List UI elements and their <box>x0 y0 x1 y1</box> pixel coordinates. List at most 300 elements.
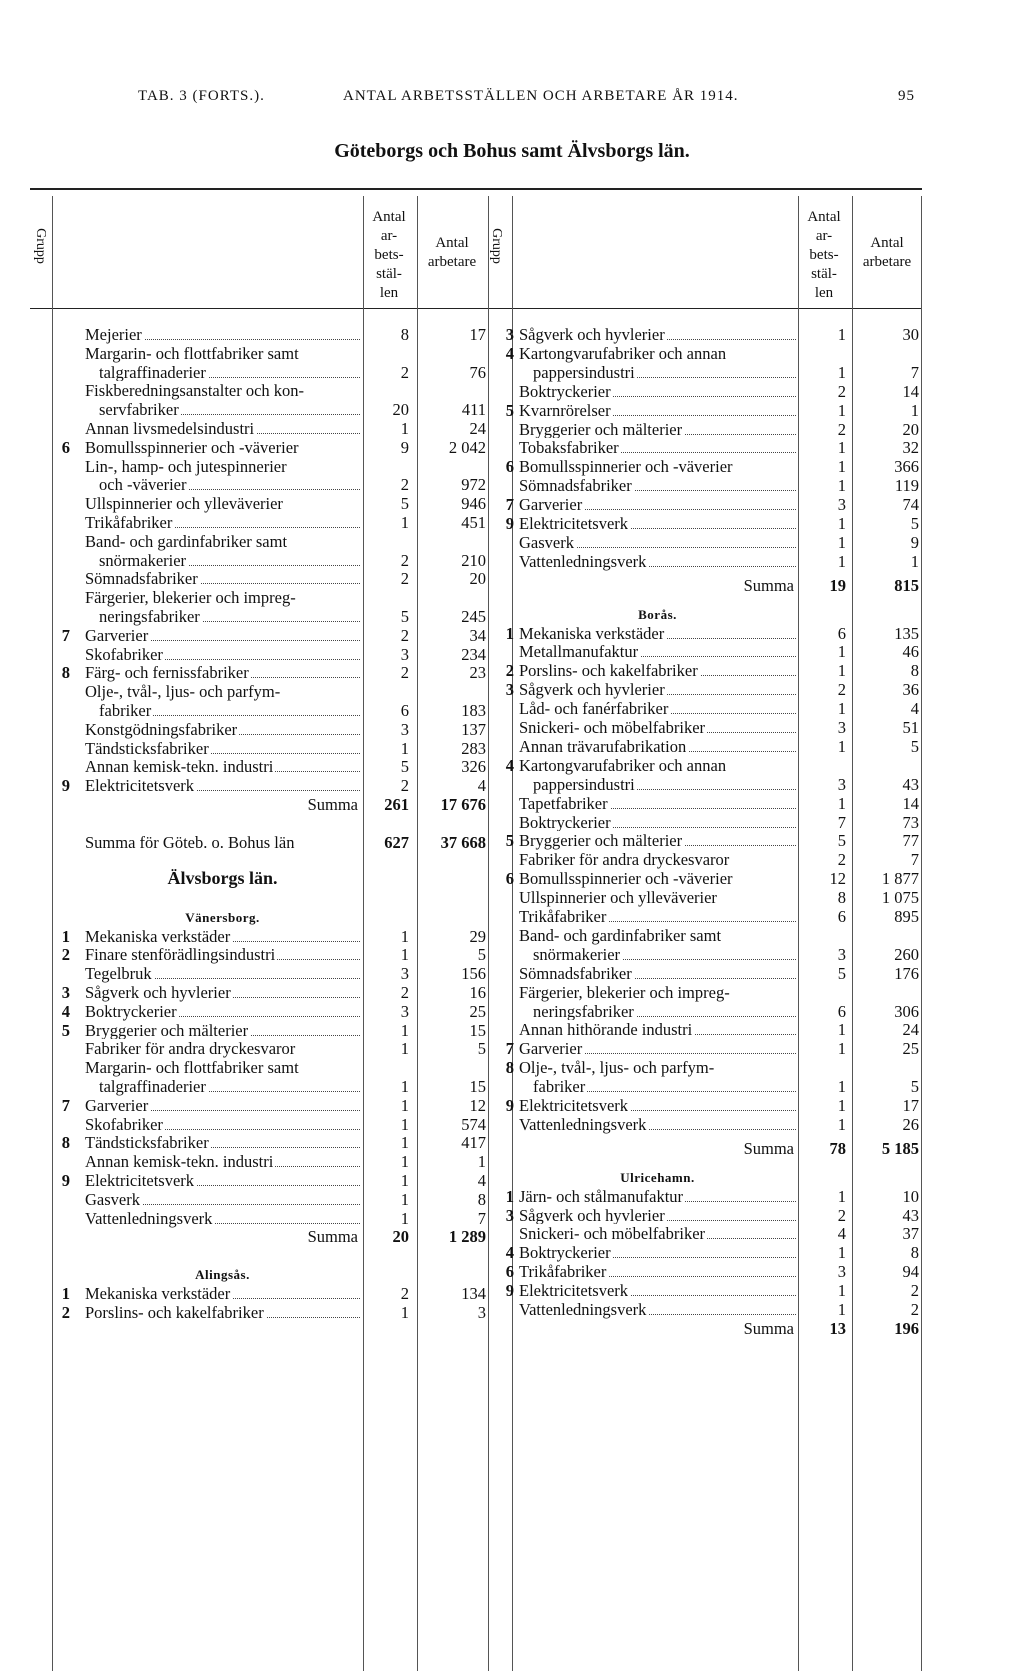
stallen-value: 8 <box>837 888 846 908</box>
row-label: Skofabriker <box>85 1115 360 1134</box>
stallen-value: 5 <box>400 607 409 626</box>
row-label: Porslins- och kakelfabriker <box>519 661 796 680</box>
row-label: Lin-, hamp- och jutespinnerier <box>85 456 287 476</box>
stallen-value: 5 <box>400 757 409 777</box>
arbetare-value: 2 <box>910 1281 919 1301</box>
stallen-value: 1 <box>837 793 846 813</box>
top-rule <box>30 188 922 190</box>
group-number: 6 <box>505 457 514 477</box>
stallen-value: 3 <box>400 1001 409 1021</box>
arbetare-value: 5 <box>910 736 919 756</box>
group-number: 7 <box>61 625 70 645</box>
arbetare-value: 7 <box>477 1208 486 1228</box>
group-number: 3 <box>505 680 514 700</box>
row-label: Garverier <box>519 1039 796 1058</box>
stallen-value: 1 <box>400 1208 409 1228</box>
arbetare-value: 574 <box>461 1114 486 1134</box>
row-label: Färgerier, blekerier och impreg- <box>519 982 730 1002</box>
arbetare-value: 283 <box>461 738 486 758</box>
arbetare-value: 16 <box>469 983 486 1002</box>
arbetare-value: 7 <box>910 362 919 382</box>
arbetare-value: 37 <box>902 1224 919 1244</box>
group-number: 5 <box>505 831 514 851</box>
group-number: 2 <box>505 661 514 681</box>
row-label: Boktryckerier <box>519 382 796 401</box>
arbetare-value: 972 <box>461 475 486 495</box>
arbetare-value: 12 <box>469 1095 486 1115</box>
stallen-value: 627 <box>384 832 409 852</box>
row-label: Kartongvarufabriker och annan <box>519 343 727 363</box>
stallen-value: 1 <box>837 1077 846 1097</box>
stallen-value: 1 <box>400 1302 409 1322</box>
arbetare-value: 8 <box>910 661 919 681</box>
stallen-value: 1 <box>400 1039 409 1059</box>
arbetare-value: 2 <box>910 1300 919 1319</box>
stallen-value: 3 <box>837 774 846 794</box>
stallen-value: 1 <box>837 514 846 533</box>
group-number: 4 <box>505 343 514 363</box>
arbetare-value: 7 <box>910 850 919 870</box>
header-rule <box>30 308 922 309</box>
row-label: Bomullsspinnerier och -väverier <box>85 437 299 457</box>
stallen-value: 1 <box>837 551 846 571</box>
group-number: 8 <box>61 1133 70 1153</box>
stallen-value: 3 <box>400 964 409 984</box>
arbetare-value: 32 <box>902 438 919 458</box>
stallen-value: 1 <box>837 1039 846 1059</box>
table-label: TAB. 3 (FORTS.). <box>138 88 265 104</box>
arbetare-value: 17 676 <box>440 795 486 814</box>
stallen-value: 3 <box>837 718 846 737</box>
row-label: Garverier <box>519 495 796 514</box>
arbetare-value: 23 <box>469 663 486 683</box>
table-row <box>0 869 1024 888</box>
arbetare-value: 51 <box>902 718 919 737</box>
stallen-value: 12 <box>829 869 846 889</box>
arbetare-value: 451 <box>461 513 486 532</box>
row-label: neringsfabriker <box>533 1002 796 1021</box>
stallen-value: 5 <box>837 831 846 851</box>
group-number: 3 <box>505 325 514 344</box>
stallen-value: 1 <box>837 400 846 420</box>
stallen-value: 4 <box>837 1224 846 1244</box>
arbetare-value: 20 <box>469 569 486 589</box>
arbetare-value: 210 <box>461 550 486 570</box>
arbetare-value: 119 <box>894 476 919 496</box>
arbetare-value: 74 <box>902 495 919 515</box>
row-label: Snickeri- och möbelfabriker <box>519 718 796 737</box>
table-row <box>0 794 1024 813</box>
group-number: 4 <box>505 1243 514 1263</box>
group-number: 6 <box>505 869 514 889</box>
row-label: Fabriker för andra dryckesvaror <box>519 850 730 870</box>
row-label: talgraffinaderier <box>99 1077 360 1096</box>
row-label: Mekaniska verkstäder <box>85 927 360 946</box>
arbetare-value: 73 <box>902 812 919 832</box>
stallen-value: 1 <box>837 699 846 719</box>
section-heading: Älvsborgs län. <box>167 868 278 889</box>
page-heading: ANTAL ARBETSSTÄLLEN OCH ARBETARE ÅR 1914. <box>343 88 739 104</box>
arbetare-value: 25 <box>902 1039 919 1059</box>
row-label: Annan trävarufabrikation <box>519 737 796 756</box>
stallen-value: 6 <box>837 1001 846 1021</box>
summa-label: Summa <box>743 1138 794 1158</box>
summa-label: Summa <box>743 575 794 595</box>
row-label: Fabriker för andra dryckesvaror <box>85 1039 296 1059</box>
row-label: Gasverk <box>85 1190 360 1209</box>
arbetare-value: 5 <box>477 1039 486 1059</box>
row-label: Färgerier, blekerier och impreg- <box>85 588 296 608</box>
row-label: Summa för Göteb. o. Bohus län <box>85 832 295 852</box>
arbetare-value: 5 <box>910 1077 919 1097</box>
page-subtitle: Göteborgs och Bohus samt Älvsborgs län. <box>334 140 690 162</box>
stallen-value: 5 <box>837 963 846 983</box>
arbetare-value: 14 <box>902 381 919 401</box>
arbetare-value: 3 <box>477 1302 486 1322</box>
stallen-value: 78 <box>829 1138 846 1158</box>
grupp-header-right: Grupp <box>488 228 504 264</box>
arbetare-value: 366 <box>894 457 919 477</box>
group-number: 1 <box>61 926 70 946</box>
arbetare-value: 2 042 <box>448 437 486 457</box>
row-label: Sömnadsfabriker <box>519 476 796 495</box>
row-label: Margarin- och flottfabriker samt <box>85 343 299 363</box>
row-label: Finare stenförädlingsindustri <box>85 945 360 964</box>
row-label: Bryggerier och mälterier <box>519 420 796 439</box>
arbetare-value: 36 <box>902 680 919 700</box>
stallen-value: 3 <box>837 944 846 964</box>
arbetare-value: 411 <box>461 400 486 420</box>
stallen-value: 261 <box>384 795 409 814</box>
stallen-value: 1 <box>837 1243 846 1263</box>
arbetare-value: 5 185 <box>881 1138 919 1158</box>
subsection-heading: Alingsås. <box>195 1267 250 1282</box>
subsection-heading: Ulricehamn. <box>620 1169 695 1185</box>
row-label: Vattenledningsverk <box>519 1300 796 1319</box>
stallen-value: 1 <box>400 1152 409 1172</box>
grupp-header-left: Grupp <box>32 228 48 264</box>
arbetare-value: 15 <box>469 1077 486 1096</box>
stallen-value: 6 <box>837 623 846 643</box>
row-label: Tändsticksfabriker <box>85 1133 360 1152</box>
row-label: pappersindustri <box>533 775 796 794</box>
row-label: Tegelbruk <box>85 964 360 983</box>
stallen-value: 1 <box>837 1096 846 1115</box>
row-label: Mekaniska verkstäder <box>519 624 796 643</box>
stallen-value: 2 <box>400 983 409 1002</box>
group-number: 7 <box>505 495 514 515</box>
stallen-value: 8 <box>400 325 409 344</box>
row-label: Elektricitetsverk <box>85 1171 360 1190</box>
row-label: Skofabriker <box>85 645 360 664</box>
group-number: 8 <box>505 1058 514 1078</box>
row-label: Elektricitetsverk <box>519 1096 796 1115</box>
row-label: Olje-, tvål-, ljus- och parfym- <box>85 682 281 702</box>
group-number: 2 <box>61 1302 70 1322</box>
row-label: fabriker <box>99 701 360 720</box>
row-label: servfabriker <box>99 400 360 419</box>
row-label: Band- och gardinfabriker samt <box>519 925 722 945</box>
arbetare-value: 326 <box>461 757 486 777</box>
arbetare-value: 29 <box>469 926 486 946</box>
arbetare-value: 46 <box>902 642 919 662</box>
stallen-value: 2 <box>400 1283 409 1303</box>
stallen-value: 6 <box>837 907 846 926</box>
table-row <box>0 325 1024 344</box>
group-number: 1 <box>61 1283 70 1303</box>
arbetare-value: 134 <box>461 1283 486 1303</box>
arbetare-value: 1 289 <box>448 1227 486 1247</box>
arbetare-value: 946 <box>461 494 486 514</box>
row-label: Annan hithörande industri <box>519 1020 796 1039</box>
row-label: Garverier <box>85 1096 360 1115</box>
stallen-value: 1 <box>837 476 846 496</box>
stallen-value: 1 <box>400 1020 409 1040</box>
group-number: 3 <box>61 983 70 1002</box>
row-label: Mejerier <box>85 325 360 344</box>
table-row <box>0 813 1024 832</box>
row-label: Sömnadsfabriker <box>85 569 360 588</box>
arbetare-value: 1 877 <box>881 869 919 889</box>
arbetare-value: 43 <box>902 774 919 794</box>
stallen-value: 20 <box>392 1227 409 1247</box>
row-label: Margarin- och flottfabriker samt <box>85 1058 299 1078</box>
arbetare-value: 34 <box>469 625 486 645</box>
stallen-value: 6 <box>400 701 409 720</box>
arbetare-value: 176 <box>894 963 919 983</box>
table-row <box>0 850 1024 869</box>
group-number: 1 <box>505 1186 514 1206</box>
arbetare-value: 9 <box>910 532 919 552</box>
stallen-value: 1 <box>400 1171 409 1190</box>
group-number: 7 <box>505 1039 514 1059</box>
stallen-value: 20 <box>392 400 409 420</box>
group-number: 5 <box>61 1020 70 1040</box>
row-label: Sömnadsfabriker <box>519 964 796 983</box>
row-label: Vattenledningsverk <box>519 552 796 571</box>
arbetare-value: 4 <box>477 776 486 796</box>
subsection-heading: Borås. <box>638 606 677 622</box>
stallen-value: 1 <box>837 532 846 552</box>
summa-label: Summa <box>307 1227 358 1247</box>
row-label: snörmakerier <box>533 945 796 964</box>
stallen-value: 1 <box>837 1114 846 1134</box>
row-label: Elektricitetsverk <box>519 514 796 533</box>
stallen-value: 3 <box>837 495 846 515</box>
row-label: Trikåfabriker <box>519 1262 796 1281</box>
group-number: 7 <box>61 1095 70 1115</box>
stallen-value: 1 <box>837 736 846 756</box>
row-label: Bomullsspinnerier och -väverier <box>519 457 733 477</box>
stallen-value: 1 <box>837 1300 846 1319</box>
stallen-value: 1 <box>400 1114 409 1134</box>
stallen-value: 1 <box>400 419 409 438</box>
stallen-value: 3 <box>400 719 409 739</box>
stallen-value: 19 <box>829 575 846 595</box>
stallen-value: 1 <box>837 362 846 382</box>
arbetare-value: 196 <box>894 1318 919 1338</box>
row-label: Trikåfabriker <box>85 513 360 532</box>
stallen-value: 2 <box>837 381 846 401</box>
group-number: 9 <box>505 1096 514 1115</box>
row-label: Boktryckerier <box>519 1243 796 1262</box>
stallen-value: 2 <box>400 663 409 683</box>
row-label: Bryggerier och mälterier <box>85 1021 360 1040</box>
row-label: Bryggerier och mälterier <box>519 831 796 850</box>
row-label: Garverier <box>85 626 360 645</box>
arbetare-value: 4 <box>910 699 919 719</box>
group-number: 6 <box>61 437 70 457</box>
arbetare-value: 8 <box>477 1189 486 1209</box>
row-label: Färg- och fernissfabriker <box>85 663 360 682</box>
row-label: Vattenledningsverk <box>85 1209 360 1228</box>
arbetare-value: 1 <box>910 400 919 420</box>
table-row <box>0 907 1024 926</box>
table-row <box>0 1262 1024 1281</box>
stallen-value: 2 <box>837 680 846 700</box>
stallen-value: 1 <box>837 661 846 681</box>
table-row <box>0 1243 1024 1262</box>
group-number: 9 <box>61 776 70 796</box>
arbetare-value: 25 <box>469 1001 486 1021</box>
row-label: Annan livsmedelsindustri <box>85 419 360 438</box>
group-number: 9 <box>505 514 514 533</box>
stallen-value: 2 <box>400 475 409 495</box>
row-label: Mekaniska verkstäder <box>85 1284 360 1303</box>
stallen-value: 2 <box>400 362 409 382</box>
table-row <box>0 888 1024 907</box>
stallen-value: 5 <box>400 494 409 514</box>
arbetare-value: 43 <box>902 1205 919 1225</box>
row-label: Tobaksfabriker <box>519 438 796 457</box>
stallen-value: 1 <box>837 325 846 344</box>
arbetare-value: 30 <box>902 325 919 344</box>
row-label: Porslins- och kakelfabriker <box>85 1303 360 1322</box>
summa-label: Summa <box>743 1318 794 1338</box>
row-label: Konstgödningsfabriker <box>85 720 360 739</box>
group-number: 4 <box>505 755 514 775</box>
group-number: 3 <box>505 1205 514 1225</box>
arbetare-value: 5 <box>477 945 486 965</box>
row-label: Sågverk och hyvlerier <box>519 680 796 699</box>
row-label: snörmakerier <box>99 551 360 570</box>
row-label: Gasverk <box>519 533 796 552</box>
group-number: 9 <box>61 1171 70 1190</box>
stallen-value: 2 <box>837 1205 846 1225</box>
arbetare-value: 1 <box>477 1152 486 1172</box>
arbetare-value: 4 <box>477 1171 486 1190</box>
row-label: Ullspinnerier och ylleväverier <box>85 494 283 514</box>
arbetare-value: 17 <box>469 325 486 344</box>
stallen-value: 7 <box>837 812 846 832</box>
group-number: 9 <box>505 1281 514 1301</box>
stallen-value: 1 <box>400 1077 409 1096</box>
stallen-value: 1 <box>400 1095 409 1115</box>
stallen-value: 1 <box>837 457 846 477</box>
stallen-value: 1 <box>837 1020 846 1040</box>
row-label: Trikåfabriker <box>519 907 796 926</box>
stallen-value: 2 <box>400 550 409 570</box>
stallen-value: 2 <box>837 850 846 870</box>
arbetare-value: 183 <box>461 701 486 720</box>
row-label: Elektricitetsverk <box>519 1281 796 1300</box>
arbetare-header-right: Antal arbetare <box>862 235 912 270</box>
row-label: Annan kemisk-tekn. industri <box>85 757 360 776</box>
table-row <box>0 699 1024 718</box>
table-row <box>0 1096 1024 1115</box>
row-label: Tändsticksfabriker <box>85 739 360 758</box>
stallen-value: 1 <box>400 1189 409 1209</box>
arbetare-value: 156 <box>461 964 486 984</box>
stallen-value: 2 <box>837 419 846 439</box>
group-number: 8 <box>61 663 70 683</box>
group-number: 5 <box>505 400 514 420</box>
stallen-value: 1 <box>400 1133 409 1153</box>
stallen-value: 1 <box>400 513 409 532</box>
row-label: Metallmanufaktur <box>519 642 796 661</box>
stallen-value: 13 <box>829 1318 846 1338</box>
row-label: talgraffinaderier <box>99 363 360 382</box>
arbetare-value: 8 <box>910 1243 919 1263</box>
arbetare-value: 24 <box>902 1020 919 1040</box>
arbetare-value: 77 <box>902 831 919 851</box>
stallen-value: 2 <box>400 776 409 796</box>
row-label: Olje-, tvål-, ljus- och parfym- <box>519 1058 715 1078</box>
row-label: Boktryckerier <box>519 813 796 832</box>
arbetare-value: 135 <box>894 623 919 643</box>
arbetare-value: 306 <box>894 1001 919 1021</box>
arbetare-value: 260 <box>894 944 919 964</box>
stallen-value: 2 <box>400 625 409 645</box>
arbetare-value: 24 <box>469 419 486 438</box>
arbetare-value: 94 <box>902 1262 919 1282</box>
group-number: 2 <box>61 945 70 965</box>
row-label: Boktryckerier <box>85 1002 360 1021</box>
group-number: 6 <box>505 1262 514 1282</box>
arbetare-value: 234 <box>461 644 486 664</box>
arbetare-value: 895 <box>894 907 919 926</box>
arbetare-value: 5 <box>910 514 919 533</box>
arbetare-value: 76 <box>469 362 486 382</box>
row-label: Snickeri- och möbelfabriker <box>519 1224 796 1243</box>
row-label: Bomullsspinnerier och -väverier <box>519 869 733 889</box>
stallen-value: 1 <box>837 642 846 662</box>
arbetare-value: 14 <box>902 793 919 813</box>
row-label: Ullspinnerier och ylleväverier <box>519 888 717 908</box>
row-label: Järn- och stålmanufaktur <box>519 1187 796 1206</box>
stallen-value: 1 <box>400 926 409 946</box>
subsection-heading: Vänersborg. <box>185 909 260 925</box>
arbetare-value: 1 <box>910 551 919 571</box>
stallen-value: 1 <box>400 738 409 758</box>
row-label: fabriker <box>533 1077 796 1096</box>
row-label: Sågverk och hyvlerier <box>519 1206 796 1225</box>
arbetare-value: 26 <box>902 1114 919 1134</box>
row-label: Fiskberedningsanstalter och kon- <box>85 381 305 401</box>
arbetare-value: 10 <box>902 1186 919 1206</box>
stallen-value: 2 <box>400 569 409 589</box>
row-label: Sågverk och hyvlerier <box>85 983 360 1002</box>
stallen-value: 1 <box>837 1186 846 1206</box>
stallen-value: 1 <box>837 438 846 458</box>
arbetare-value: 37 668 <box>440 832 486 852</box>
stallen-header-left: Antal ar- bets- stäl- len <box>372 209 406 301</box>
table-row <box>0 1319 1024 1338</box>
stallen-value: 3 <box>400 644 409 664</box>
row-label: neringsfabriker <box>99 607 360 626</box>
stallen-value: 1 <box>837 1281 846 1301</box>
arbetare-value: 137 <box>461 719 486 739</box>
